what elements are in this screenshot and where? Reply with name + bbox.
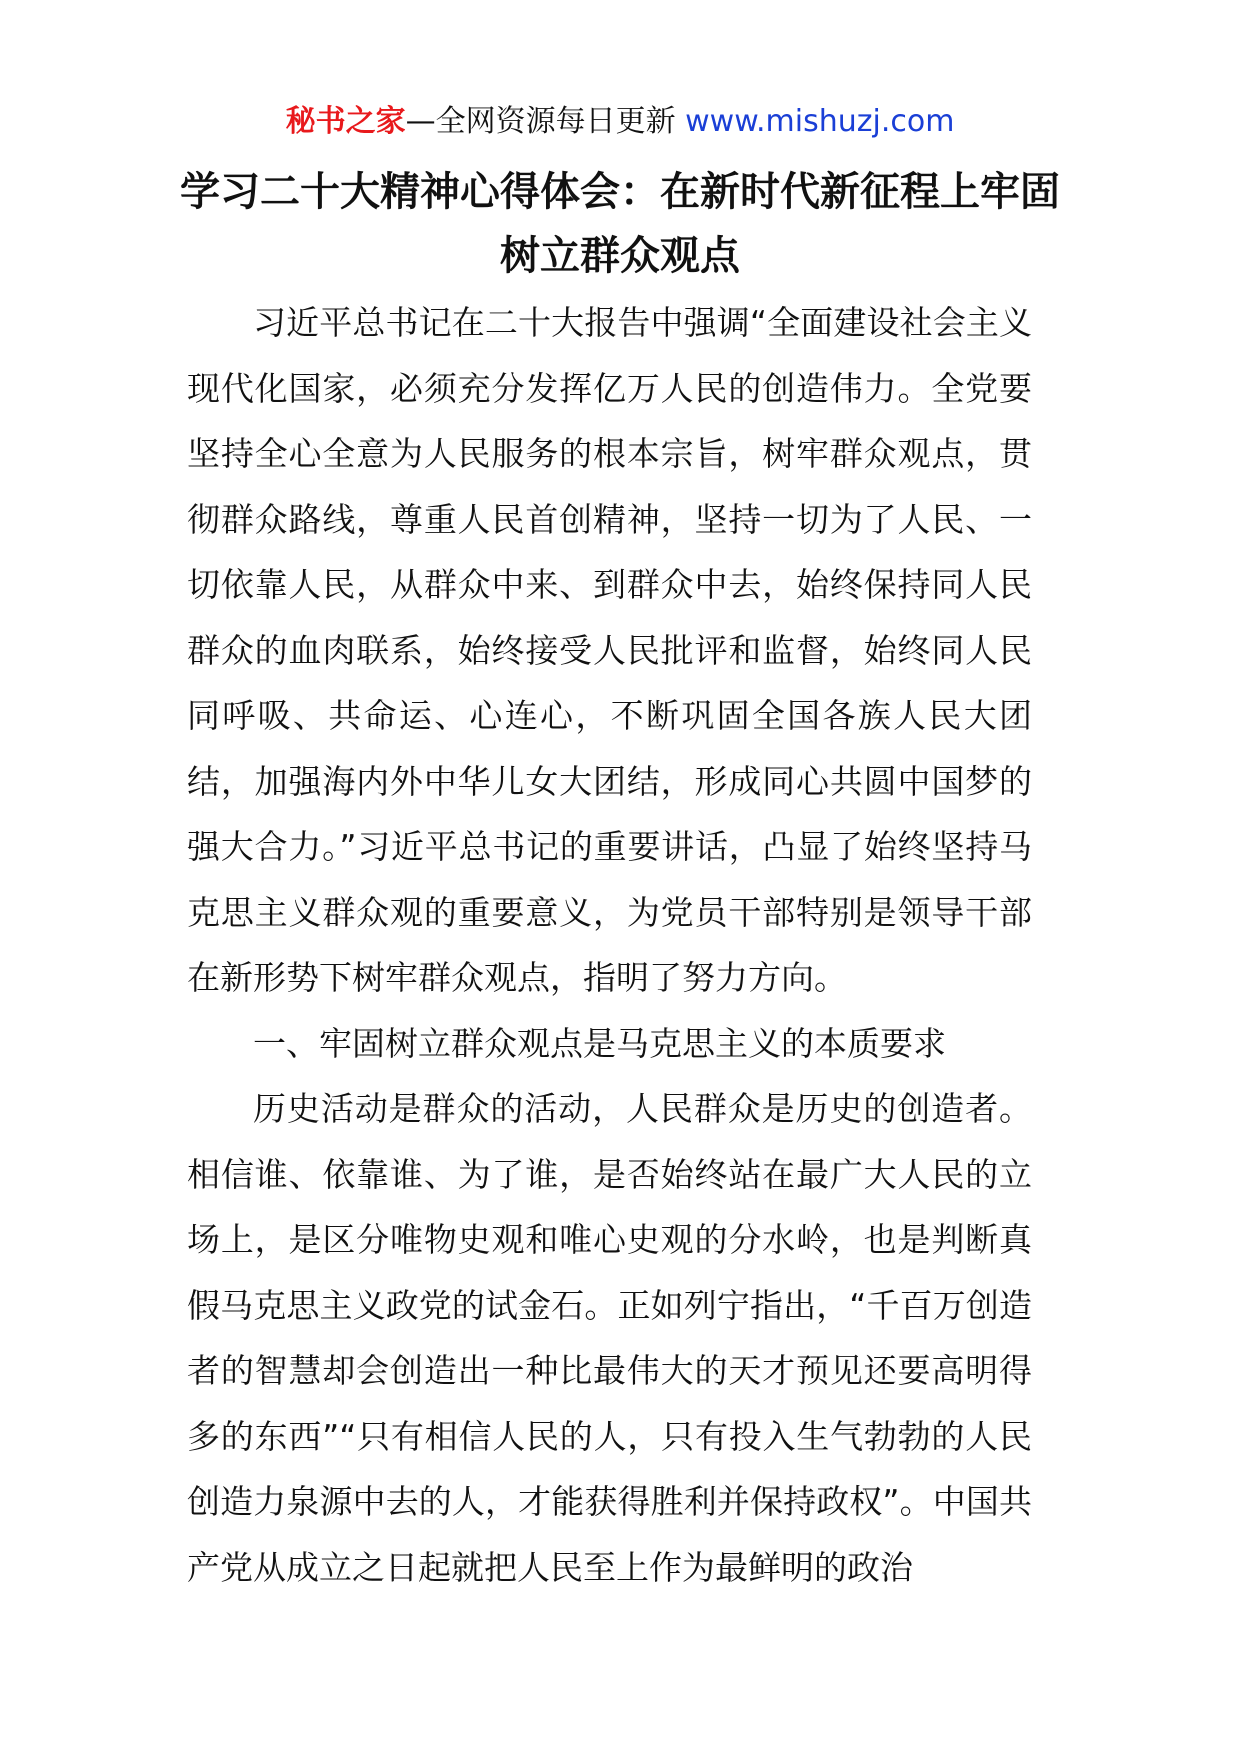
section-heading-1: 一、牢固树立群众观点是马克思主义的本质要求 [253, 1023, 946, 1063]
paragraph-history: 历史活动是群众的活动，人民群众是历史的创造者。相信谁、依靠谁、为了谁，是否始终站在最广大人民的立场上，是区分唯物史观和唯心史观的分水岭，也是判断真假马克思主义政党的试金石。正如列宁指出，“千百万创造者的智慧却会创造出一种比最伟大的天才预见还要高明得多的东西”“只有相信人民的人，只有投入生气勃勃的人民创造力泉源中去的人，才能获得胜利并保持政权”。中国共产党从成立之日起就把人民至上作为最鲜明的政治 [187, 1089, 1032, 1587]
header-tagline: —全网资源每日更新 [405, 104, 676, 139]
site-header [0, 100, 1240, 144]
document-title: 学习二十大精神心得体会：在新时代新征程上牢固树立群众观点 [180, 169, 1060, 279]
document-body [187, 290, 1032, 1600]
paragraph-intro: 习近平总书记在二十大报告中强调“全面建设社会主义现代化国家，必须充分发挥亿万人民的创造伟力。全党要坚持全心全意为人民服务的根本宗旨，树牢群众观点，贯彻群众路线，尊重人民首创精神，坚持一切为了人民、一切依靠人民，从群众中来、到群众中去，始终保持同人民群众的血肉联系，始终接受人民批评和监督，始终同人民同呼吸、共命运、心连心，不断巩固全国各族人民大团结，加强海内外中华儿女大团结，形成同心共圆中国梦的强大合力。”习近平总书记的重要讲话，凸显了始终坚持马克思主义群众观的重要意义，为党员干部特别是领导干部在新形势下树牢群众观点，指明了努力方向。 [187, 303, 1032, 997]
site-url-link[interactable]: www.mishuzj.com [685, 104, 955, 139]
brand-name: 秘书之家 [285, 104, 406, 139]
